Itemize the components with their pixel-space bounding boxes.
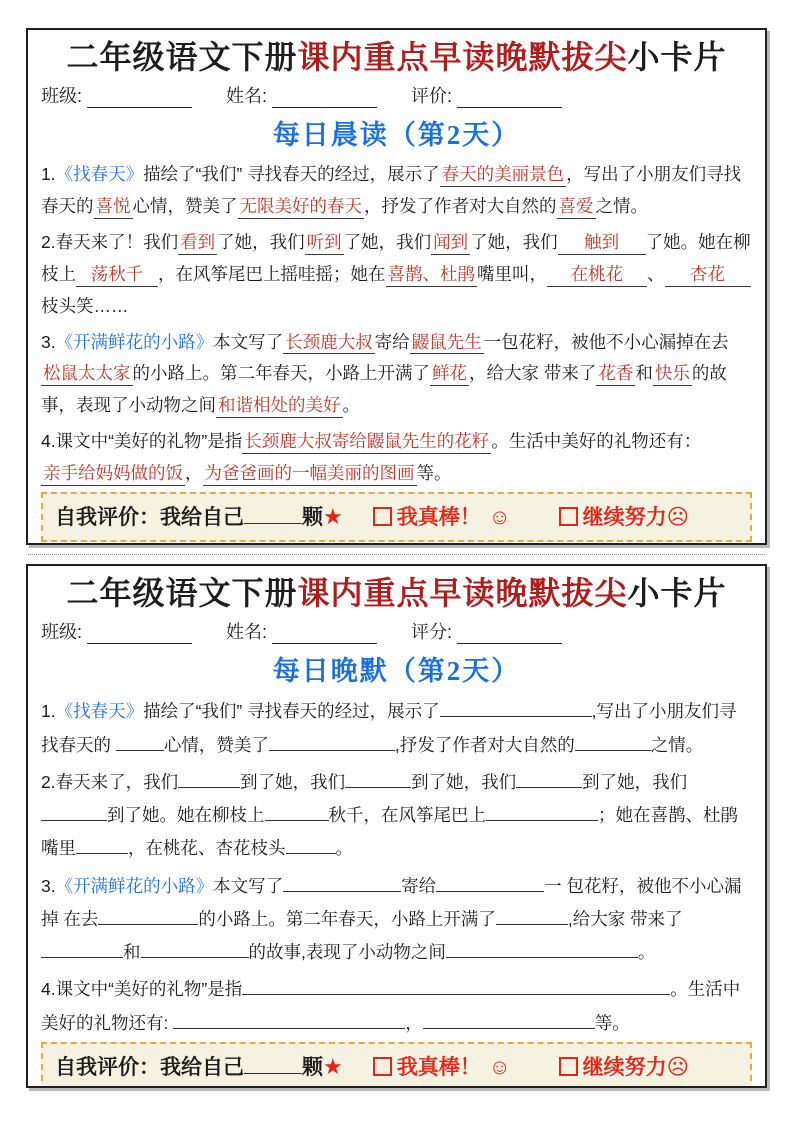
answer-text: 无限美好的春天 (238, 195, 365, 219)
star-icon: ★ (323, 1053, 343, 1079)
title-highlight: 课内重点早读晚默拔尖 (297, 575, 628, 611)
field-blank[interactable] (272, 625, 377, 645)
text-run: ，在桃花、杏花枝头 (128, 838, 286, 859)
text-run: 3. (41, 331, 56, 352)
text-run: 到了她，我们 (582, 771, 688, 792)
answer-text: 春天的美丽景色 (440, 163, 567, 187)
text-run: 。 (335, 838, 353, 859)
blank-line[interactable] (446, 941, 638, 959)
text-run: 的小路上。第二年春天，小路上开满了 (132, 363, 430, 384)
text-run: 。生活中美好的礼物还有: (41, 979, 741, 1033)
blank-line[interactable] (116, 733, 164, 751)
blank-line[interactable] (486, 804, 598, 822)
section-title-morning: 每日晨读（第2天） (272, 120, 521, 151)
book-title: 《开满鲜花的小路》 (55, 875, 214, 896)
field-label: 姓名: (226, 86, 268, 107)
text-run: 嘴里叫， (477, 263, 547, 284)
book-title: 《找春天》 (55, 701, 144, 722)
self-evaluation-box (41, 492, 752, 542)
text-run: 本文写了 (213, 331, 284, 352)
face-icon: ☹ (666, 504, 689, 529)
blank-line[interactable] (242, 978, 670, 996)
label-text: 自我评价：我给自己 (55, 505, 244, 529)
text-run: 到了她。她在柳枝上 (107, 805, 265, 826)
answer-text: 杏花 (665, 263, 751, 287)
blank-line[interactable] (244, 1053, 302, 1074)
text-run: 、 (647, 263, 665, 284)
text-run: ， (185, 462, 203, 483)
text-run: 2.春天来了，我们 (41, 771, 179, 792)
blank-line[interactable] (440, 700, 592, 718)
face-icon: ☺ (488, 1054, 511, 1079)
field-blank[interactable] (272, 89, 377, 109)
answer-text: 闻到 (431, 231, 470, 255)
text-run: 等。 (416, 462, 452, 483)
answer-text: 触到 (558, 231, 646, 255)
text-run: 了她，我们 (217, 232, 305, 253)
field-label: 班级: (41, 86, 83, 107)
paragraph-3 (41, 870, 752, 970)
text-run: 描绘了“我们” 寻找春天的经过，展示了 (143, 701, 440, 722)
self-evaluation-box (41, 1042, 752, 1088)
header-field (226, 618, 377, 644)
text-run: 。 (637, 942, 656, 963)
answer-text: 为爸爸画的一幅美丽的图画 (203, 462, 417, 486)
answer-text: 喜爱 (557, 195, 596, 219)
text-run: ,给大家 带来了 (567, 908, 683, 929)
text-run: 等。 (594, 1012, 630, 1033)
text-run: 枝头笑…… (41, 295, 129, 316)
answer-text: 快乐 (653, 362, 692, 386)
book-title: 《找春天》 (55, 164, 144, 185)
emphasis-red-text: 继续努力 (582, 505, 667, 529)
blank-line[interactable] (575, 733, 651, 751)
blank-line[interactable] (269, 733, 395, 751)
blank-line[interactable] (76, 837, 128, 855)
label-text: 颗 (302, 1055, 323, 1079)
blank-line[interactable] (173, 1011, 405, 1029)
text-run: 之情。 (595, 196, 648, 217)
answer-text: 花香 (596, 362, 635, 386)
header-field (41, 82, 192, 108)
answer-text: 荡秋千 (76, 263, 158, 287)
text-run: 秋千，在风筝尾巴上 (328, 805, 486, 826)
answer-text: 喜鹊、杜鹃 (386, 263, 478, 287)
text-run: 的故事,表现了小动物之间 (248, 942, 446, 963)
text-run: 和 (635, 363, 653, 384)
text-run: ，在风筝尾巴上摇哇摇；她在 (158, 263, 386, 284)
text-run: 。 (342, 395, 360, 416)
text-run: ，写出了小朋友们寻找春天的 (41, 164, 742, 217)
text-run: ；她在喜鹊、杜鹃嘴里 (41, 805, 738, 859)
card-title (41, 574, 752, 612)
text-run: 的故事，表现了小动物之间 (41, 363, 727, 416)
text-run: 。生活中美好的礼物还有： (491, 431, 702, 452)
field-blank[interactable] (457, 625, 562, 645)
star-icon: ★ (323, 503, 343, 529)
field-blank[interactable] (87, 625, 192, 645)
checkbox[interactable] (559, 1057, 578, 1076)
text-run: 二年级语文下册 (66, 39, 298, 75)
text-run: 和 (123, 942, 141, 963)
card-divider (28, 554, 765, 555)
text-run: 一包花籽，被他不小心漏掉在去 (483, 331, 729, 352)
blank-line[interactable] (516, 770, 582, 788)
blank-line[interactable] (423, 1011, 595, 1029)
answer-text: 和谐相处的美好 (216, 394, 343, 418)
blank-line[interactable] (41, 804, 107, 822)
blank-line[interactable] (286, 837, 336, 855)
text-run: 寄给 (401, 875, 437, 896)
morning-reading-card (26, 28, 767, 545)
text-run: ，抒发了作者对大自然的 (364, 196, 557, 217)
text-run: ， (405, 1012, 423, 1033)
header-field (411, 82, 562, 108)
field-label: 姓名: (226, 622, 268, 643)
checkbox[interactable] (559, 507, 578, 526)
text-run: ，给大家 带来了 (469, 363, 597, 384)
text-run: 二年级语文下册 (66, 575, 298, 611)
text-run: 心情，赞美了 (132, 196, 238, 217)
text-run: 小卡片 (627, 575, 727, 611)
blank-line[interactable] (436, 874, 544, 892)
answer-text: 听到 (305, 231, 344, 255)
answer-text: 鲜花 (430, 362, 469, 386)
header-field (411, 618, 562, 644)
text-run: 了她，我们 (343, 232, 432, 253)
blank-line[interactable] (98, 907, 198, 925)
text-run: 4.课文中“美好的礼物”是指 (41, 979, 243, 1000)
checkbox[interactable] (373, 507, 392, 526)
title-highlight: 课内重点早读晚默拔尖 (297, 39, 628, 75)
text-run: 心情，赞美了 (163, 734, 269, 755)
answer-text: 看到 (178, 231, 217, 255)
answer-text: 喜悦 (94, 195, 133, 219)
field-label: 评价: (411, 86, 453, 107)
section-title-evening: 每日晚默（第2天） (272, 656, 521, 687)
field-label: 班级: (41, 622, 83, 643)
text-run: 1. (41, 164, 56, 185)
paragraph-1 (41, 695, 752, 762)
paragraph-3 (41, 327, 752, 423)
blank-line[interactable] (41, 941, 123, 959)
text-run: 之情。 (650, 734, 704, 755)
face-icon: ☺ (488, 504, 511, 529)
text-run: 本文写了 (213, 875, 284, 896)
text-run: ,抒发了作者对大自然的 (394, 734, 575, 755)
paragraph-2 (41, 766, 752, 866)
blank-line[interactable] (141, 941, 249, 959)
fields-row (41, 618, 752, 644)
text-run: 到了她，我们 (240, 771, 346, 792)
text-run: 一 包花籽，被他不小心漏掉 在去 (41, 875, 742, 929)
card-title (41, 38, 752, 76)
answer-text: 长颈鹿大叔寄给鼹鼠先生的花籽 (242, 430, 491, 454)
emphasis-red-text: 继续努力 (582, 1055, 667, 1079)
paragraph-4 (41, 973, 752, 1040)
paragraph-4 (41, 426, 752, 490)
blank-line[interactable] (345, 770, 411, 788)
text-run: 了她。她在柳枝上 (41, 232, 751, 284)
blank-line[interactable] (265, 804, 329, 822)
face-icon: ☹ (666, 1054, 689, 1079)
evening-dictation-card (26, 564, 767, 1088)
text-run: 的小路上。第二年春天，小路上开满了 (198, 908, 496, 929)
text-run: 1. (41, 701, 56, 722)
answer-text: 长颈鹿大叔 (283, 331, 375, 355)
text-run: ,写出了小朋友们寻找春天的 (41, 701, 737, 755)
text-run: 小卡片 (627, 39, 727, 75)
field-blank[interactable] (457, 89, 562, 109)
text-run: 描绘了“我们” 寻找春天的经过，展示了 (143, 164, 440, 185)
emphasis-red-text: 我真棒！ (396, 1055, 481, 1079)
text-run: 到了她，我们 (411, 771, 517, 792)
paragraph-1 (41, 159, 752, 223)
blank-line[interactable] (244, 503, 302, 524)
text-run: 了她，我们 (470, 232, 558, 253)
field-blank[interactable] (87, 89, 192, 109)
emphasis-red-text: 我真棒！ (396, 505, 481, 529)
text-run: 4.课文中“美好的礼物”是指 (41, 431, 243, 452)
label-text: 自我评价：我给自己 (55, 1055, 244, 1079)
label-text: 颗 (302, 505, 323, 529)
answer-text: 亲手给妈妈做的饭 (41, 462, 185, 486)
book-title: 《开满鲜花的小路》 (55, 331, 214, 352)
header-field (41, 618, 192, 644)
answer-text: 鼹鼠先生 (410, 331, 484, 355)
fields-row (41, 82, 752, 108)
answer-text: 在桃花 (547, 263, 647, 287)
checkbox[interactable] (373, 1057, 392, 1076)
answer-text: 松鼠太太家 (41, 362, 133, 386)
blank-line[interactable] (496, 907, 568, 925)
field-label: 评分: (411, 622, 453, 643)
text-run: 2.春天来了！我们 (41, 232, 179, 253)
paragraph-2 (41, 227, 752, 323)
header-field (226, 82, 377, 108)
blank-line[interactable] (178, 770, 240, 788)
text-run: 3. (41, 875, 56, 896)
text-run: 寄给 (374, 331, 410, 352)
blank-line[interactable] (283, 874, 401, 892)
